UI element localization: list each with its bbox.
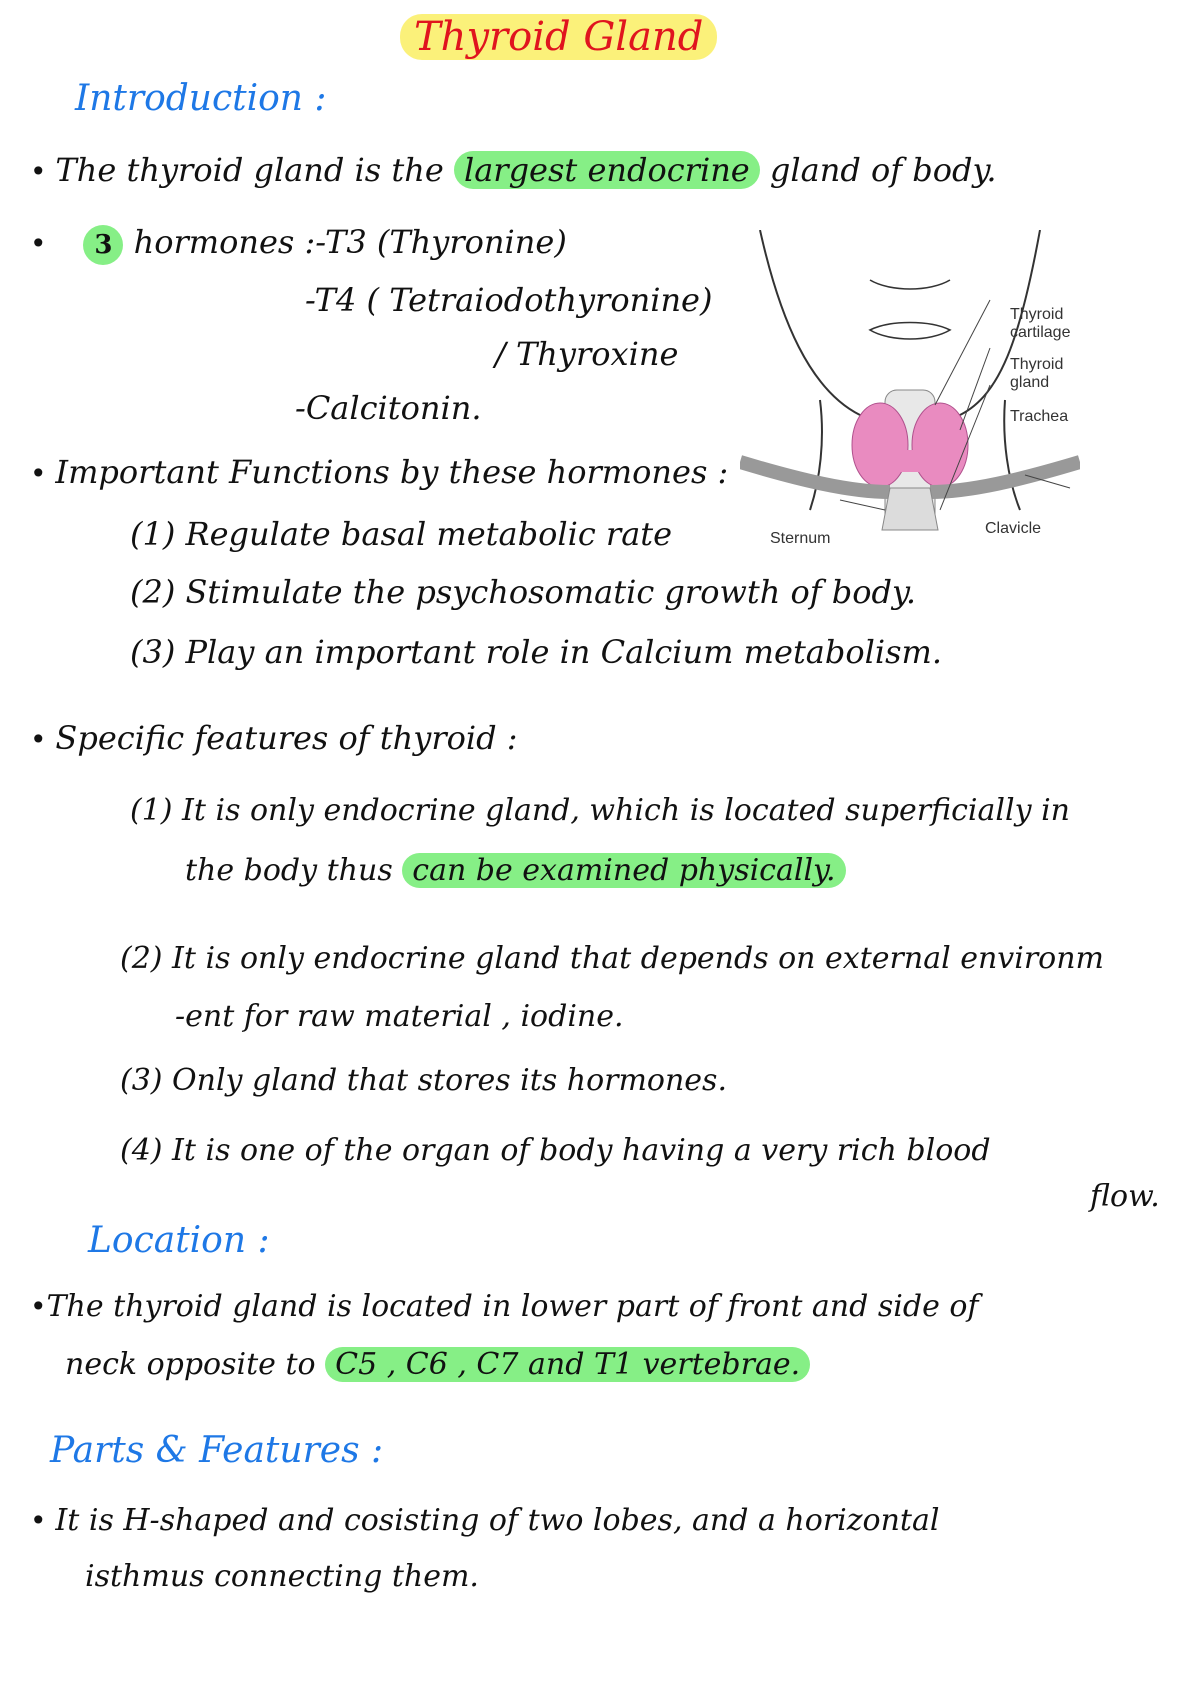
label-thyroid-cartilage: Thyroid cartilage xyxy=(1010,306,1071,341)
location-line-2: neck opposite to C5 , C6 , C7 and T1 vertebrae. xyxy=(65,1346,810,1384)
feature-2-line-2: -ent for raw material , iodine. xyxy=(175,999,624,1034)
intro-line-1-pre: The thyroid gland is the xyxy=(55,151,444,189)
parts-line-1: • It is H-shaped and cosisting of two lobes, and a horizontal xyxy=(30,1503,940,1538)
parts-heading: Parts & Features : xyxy=(50,1430,384,1471)
largest-endocrine-highlight: largest endocrine xyxy=(454,151,760,189)
hormones-label: hormones :-T3 (Thyronine) xyxy=(133,223,567,261)
parts-line-2: isthmus connecting them. xyxy=(85,1559,479,1594)
location-line-1: •The thyroid gland is located in lower part of front and side of xyxy=(30,1289,979,1324)
hormones-line: • 3 hormones :-T3 (Thyronine) xyxy=(30,222,567,265)
thyroid-anatomy-figure xyxy=(740,230,1080,560)
function-item: (3) Play an important role in Calcium metabolism. xyxy=(130,633,943,671)
label-thyroid-gland: Thyroid gland xyxy=(1010,356,1064,391)
hormone-t4-thyroxine: / Thyroxine xyxy=(495,335,679,373)
feature-4-line-1: (4) It is one of the organ of body having a very rich blood xyxy=(120,1133,991,1168)
neck-illustration xyxy=(740,230,1080,560)
features-heading: • Specific features of thyroid : xyxy=(30,719,518,757)
function-item: (1) Regulate basal metabolic rate xyxy=(130,515,673,553)
feature-2-line-1: (2) It is only endocrine gland that depends on external environm xyxy=(120,941,1104,976)
feature-3: (3) Only gland that stores its hormones. xyxy=(120,1063,727,1098)
examined-physically-highlight: can be examined physically. xyxy=(402,853,845,888)
label-clavicle: Clavicle xyxy=(985,520,1042,537)
feature-1-line-1: (1) It is only endocrine gland, which is located superficially in xyxy=(130,793,1071,828)
location-heading: Location : xyxy=(88,1220,270,1261)
feature-4-line-2: flow. xyxy=(1090,1179,1160,1214)
hormone-calcitonin: -Calcitonin. xyxy=(295,389,482,427)
label-sternum: Sternum xyxy=(770,530,831,547)
page-title: Thyroid Gland xyxy=(400,14,717,60)
feature-1-line-2: the body thus can be examined physically. xyxy=(185,852,846,890)
label-trachea: Trachea xyxy=(1010,408,1069,425)
hormone-count-badge: 3 xyxy=(83,225,123,265)
introduction-heading: Introduction : xyxy=(75,78,327,119)
intro-line-1: • The thyroid gland is the largest endocrine gland of body. xyxy=(30,151,997,189)
function-item: (2) Stimulate the psychosomatic growth of body. xyxy=(130,573,916,611)
hormone-t4: -T4 ( Tetraiodothyronine) xyxy=(305,281,713,319)
intro-line-1-post: gland of body. xyxy=(769,151,997,189)
functions-heading: • Important Functions by these hormones : xyxy=(30,453,729,491)
vertebrae-highlight: C5 , C6 , C7 and T1 vertebrae. xyxy=(325,1347,810,1382)
